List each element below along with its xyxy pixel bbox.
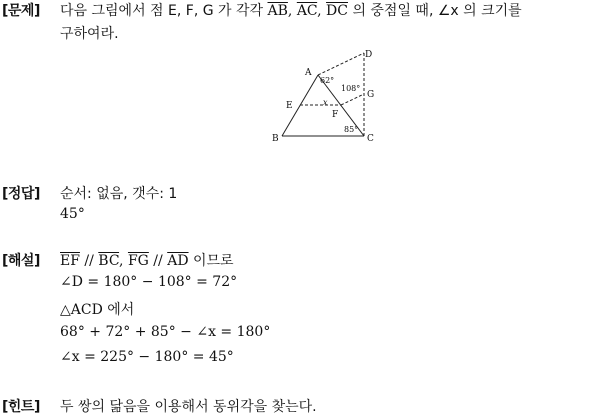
segment-bc-text: $\overline{BC}$	[98, 253, 120, 269]
sep-2: ,	[317, 3, 322, 19]
point-b: B	[272, 134, 279, 144]
solution-line1-tail: 이므로	[188, 253, 234, 269]
segment-dc: $\overline{DC}$	[326, 3, 348, 19]
problem-line-1	[60, 0, 522, 20]
solution-line-3: △ACD 에서	[60, 302, 135, 318]
point-a: A	[305, 68, 312, 78]
side-ad	[318, 53, 364, 75]
angle-c-label: 85°	[344, 125, 359, 134]
point-d: D	[365, 50, 373, 60]
angle-a-label: 62°	[320, 76, 335, 85]
answer-line-2: 45°	[60, 206, 85, 222]
solution-line-4: 68° + 72° + 85° − ∠x = 180°	[60, 324, 271, 340]
point-c: C	[367, 134, 374, 144]
angle-g-label: 108°	[341, 84, 361, 93]
angle-x-label: x	[323, 98, 328, 107]
segment-fg	[341, 94, 364, 105]
segment-fg-text: $\overline{FG}$	[127, 253, 149, 269]
solution-line-5: ∠x = 225° − 180° = 45°	[60, 349, 234, 365]
sep-1: ,	[287, 3, 293, 19]
point-e: E	[286, 101, 293, 111]
hint-label: [힌트]	[2, 399, 40, 415]
parallel-2: //	[148, 253, 168, 269]
segment-ad-text: $\overline{AD}$	[167, 253, 189, 269]
hint-text: 두 쌍의 닮음을 이용해서 동위각을 찾는다.	[60, 399, 317, 415]
problem-line1-pre: 다음 그림에서 점 E, F, G 가 각각	[60, 3, 264, 19]
point-f: F	[332, 110, 339, 120]
segment-ef-text: $\overline{EF}$	[60, 253, 80, 269]
geometry-figure	[266, 44, 386, 148]
solution-line-2: ∠D = 180° − 108° = 72°	[60, 274, 238, 290]
problem-line-2: 구하여라.	[60, 26, 119, 42]
problem-label: [문제]	[2, 3, 40, 19]
point-g: G	[367, 90, 375, 100]
segment-ac: $\overline{AC}$	[296, 3, 318, 19]
segment-ab: $\overline{AB}$	[267, 3, 288, 19]
sep-3: ,	[119, 253, 128, 269]
solution-line-1	[60, 250, 234, 270]
answer-label: [정답]	[2, 186, 40, 202]
problem-line1-post: 의 중점일 때, ∠x 의 크기를	[352, 3, 522, 19]
parallel-1: //	[79, 253, 99, 269]
answer-line-1: 순서: 없음, 갯수: 1	[60, 186, 178, 202]
solution-label: [해설]	[2, 253, 40, 269]
